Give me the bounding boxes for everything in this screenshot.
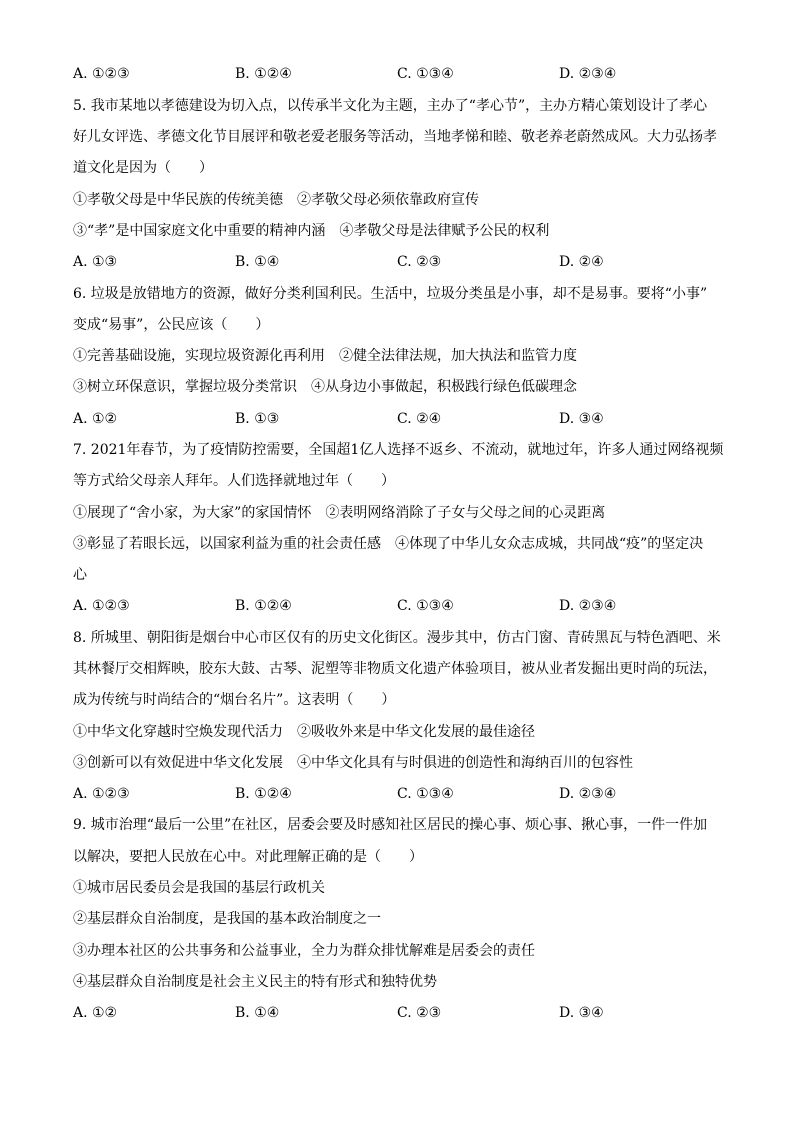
option-d[interactable]: D. ②③④ — [559, 598, 617, 614]
q5-options — [73, 252, 733, 272]
q9-statement-4: ④基层群众自治制度是社会主义民主的特有形式和独特优势 — [73, 974, 437, 990]
option-a[interactable]: A. ①②③ — [73, 66, 130, 82]
q8-statement-2: ③创新可以有效促进中华文化发展 ④中华文化具有与时俱进的创造性和海纳百川的包容性 — [73, 755, 633, 771]
option-c[interactable]: C. ①③④ — [397, 66, 454, 82]
q5-stem-line-1: 5. 我市某地以孝德建设为切入点，以传承半文化为主题，主办了“孝心节”，主办方精心策划设计了孝心 — [73, 98, 708, 114]
option-c[interactable]: C. ①③④ — [397, 598, 454, 614]
option-b[interactable]: B. ①②④ — [235, 598, 292, 614]
option-c[interactable]: C. ②③ — [397, 254, 442, 270]
q6-statement-2: ③树立环保意识，掌握垃圾分类常识 ④从身边小事做起，积极践行绿色低碳理念 — [73, 379, 577, 395]
q7-stem-line-1: 7. 2021年春节，为了疫情防控需要，全国超1亿人选择不返乡、不流动，就地过年，许多人通过网络视频 — [73, 442, 724, 458]
option-c[interactable]: C. ②④ — [397, 411, 442, 427]
option-a[interactable]: A. ①③ — [73, 254, 118, 270]
q5-stem-line-2: 好儿女评选、孝德文化节目展评和敬老爱老服务等活动，当地孝悌和睦、敬老养老蔚然成风。大力弘扬孝 — [73, 129, 717, 145]
option-d[interactable]: D. ②③④ — [559, 786, 617, 802]
option-b[interactable]: B. ①②④ — [235, 66, 292, 82]
q8-statement-1: ①中华文化穿越时空焕发现代活力 ②吸收外来是中华文化发展的最佳途径 — [73, 724, 535, 740]
q9-stem-line-2: 以解决，要把人民放在心中。对此理解正确的是（ ） — [73, 849, 423, 865]
q9-options — [73, 1003, 733, 1023]
q7-statement-1: ①展现了“舍小家，为大家”的家国情怀 ②表明网络消除了子女与父母之间的心灵距离 — [73, 505, 606, 521]
option-a[interactable]: A. ①②③ — [73, 786, 130, 802]
q5-statement-1: ①孝敬父母是中华民族的传统美德 ②孝敬父母必须依靠政府宣传 — [73, 192, 479, 208]
q9-stem-line-1: 9. 城市治理“最后一公里”在社区，居委会要及时感知社区居民的操心事、烦心事、揪心事，一件一件加 — [73, 817, 708, 833]
option-a[interactable]: A. ①② — [73, 411, 118, 427]
option-a[interactable]: A. ①②③ — [73, 598, 130, 614]
q9-statement-2: ②基层群众自治制度，是我国的基本政治制度之一 — [73, 911, 381, 927]
option-d[interactable]: D. ②④ — [559, 254, 604, 270]
option-d[interactable]: D. ③④ — [559, 411, 604, 427]
q7-options — [73, 596, 733, 616]
q8-stem-line-1: 8. 所城里、朝阳街是烟台中心市区仅有的历史文化街区。漫步其中，仿古门窗、青砖黑瓦与特色酒吧、米 — [73, 630, 721, 646]
option-c[interactable]: C. ②③ — [397, 1005, 442, 1021]
q8-stem-line-2: 其林餐厅交相辉映，胶东大鼓、古琴、泥塑等非物质文化遗产体验项目，被从业者发掘出更时尚的玩法， — [73, 661, 717, 677]
q6-statement-1: ①完善基础设施，实现垃圾资源化再利用 ②健全法律法规，加大执法和监管力度 — [73, 348, 577, 364]
option-c[interactable]: C. ①③④ — [397, 786, 454, 802]
q6-stem-line-1: 6. 垃圾是放错地方的资源，做好分类利国利民。生活中，垃圾分类虽是小事，却不是易事。要将“小事” — [73, 286, 708, 302]
q9-statement-3: ③办理本社区的公共事务和公益事业，全力为群众排忧解难是居委会的责任 — [73, 943, 535, 959]
q7-statement-2: ③彰显了若眼长远，以国家利益为重的社会责任感 ④体现了中华儿女众志成城，共同战“疫”的坚定决 — [73, 536, 704, 552]
option-d[interactable]: D. ③④ — [559, 1005, 604, 1021]
q5-statement-2: ③“孝”是中国家庭文化中重要的精神内涵 ④孝敬父母是法律赋予公民的权利 — [73, 223, 550, 239]
option-a[interactable]: A. ①② — [73, 1005, 118, 1021]
option-b[interactable]: B. ①②④ — [235, 786, 292, 802]
q8-options — [73, 784, 733, 804]
q6-stem-line-2: 变成“易事”，公民应该（ ） — [73, 317, 270, 333]
option-b[interactable]: B. ①④ — [235, 1005, 280, 1021]
q4-options — [73, 64, 733, 84]
option-b[interactable]: B. ①③ — [235, 411, 280, 427]
q8-stem-line-3: 成为传统与时尚结合的“烟台名片”。这表明（ ） — [73, 692, 396, 708]
option-d[interactable]: D. ②③④ — [559, 66, 617, 82]
q5-stem-line-3: 道文化是因为（ ） — [73, 160, 213, 176]
q7-statement-2-cont: 心 — [73, 567, 87, 583]
option-b[interactable]: B. ①④ — [235, 254, 280, 270]
q7-stem-line-2: 等方式给父母亲人拜年。人们选择就地过年（ ） — [73, 473, 395, 489]
q9-statement-1: ①城市居民委员会是我国的基层行政机关 — [73, 880, 325, 896]
q6-options — [73, 409, 733, 429]
